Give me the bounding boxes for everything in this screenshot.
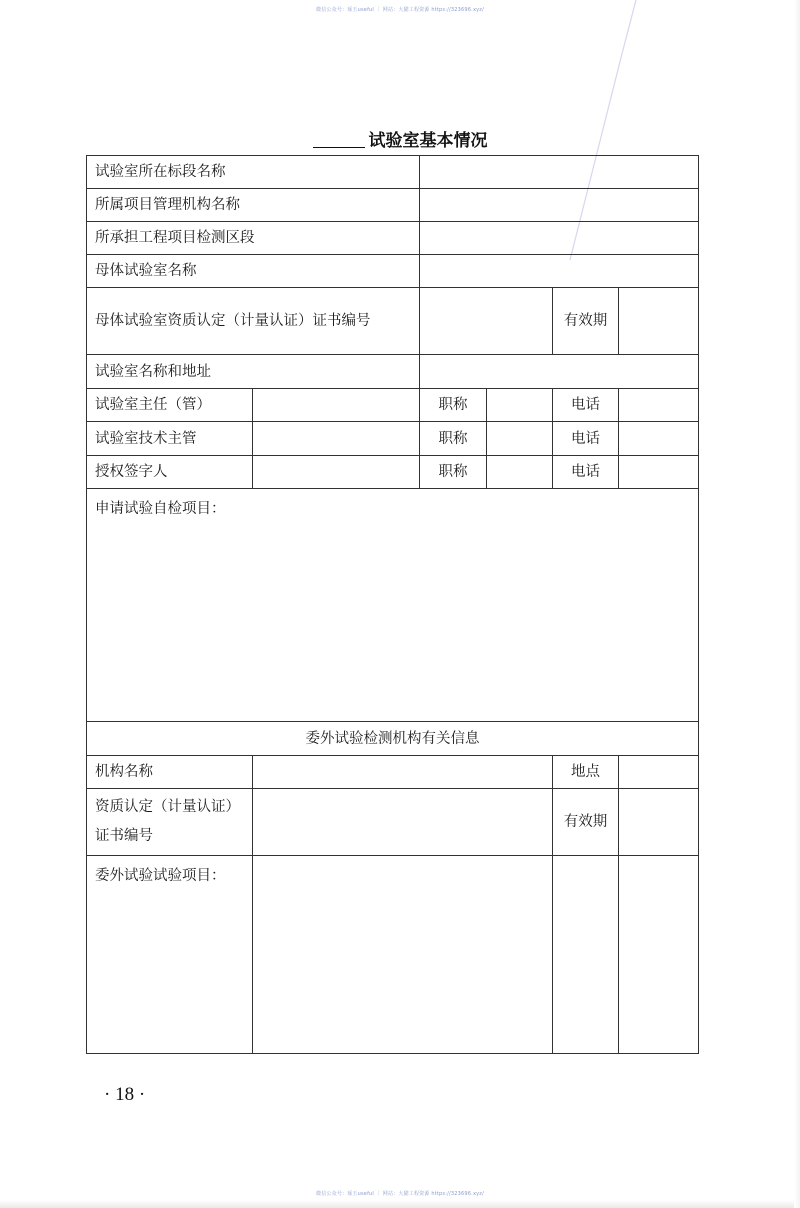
row-test-section bbox=[87, 222, 699, 255]
scan-right-edge bbox=[794, 0, 800, 1208]
section-name-field[interactable] bbox=[420, 156, 699, 189]
tech-supervisor-phone-field[interactable] bbox=[619, 422, 699, 456]
row-parent-cert bbox=[87, 288, 699, 355]
row-parent-lab bbox=[87, 255, 699, 288]
org-location-field[interactable] bbox=[619, 756, 699, 789]
self-test-items-area[interactable] bbox=[87, 489, 699, 722]
lab-director-title-label: 职称 bbox=[420, 389, 487, 422]
scan-edge-shadow bbox=[0, 1200, 800, 1208]
parent-cert-validity-field[interactable] bbox=[619, 288, 699, 355]
title-blank-line[interactable] bbox=[313, 133, 365, 148]
page-title bbox=[0, 126, 800, 151]
row-tech-supervisor bbox=[87, 422, 699, 456]
org-cert-validity-label: 有效期 bbox=[553, 789, 619, 856]
org-cert-validity-field[interactable] bbox=[619, 789, 699, 856]
watermark-bottom: 微信公众号：琢玉useful ｜ 网站：大猫工程资源 https://323696.xyz/ bbox=[316, 1191, 484, 1197]
self-test-items-label: 申请试验自检项目： bbox=[95, 501, 226, 517]
tech-supervisor-name-field[interactable] bbox=[253, 422, 420, 456]
mgmt-org-field[interactable] bbox=[420, 189, 699, 222]
lab-info-form-table bbox=[86, 155, 699, 1054]
lab-director-phone-label: 电话 bbox=[553, 389, 619, 422]
watermark-top: 微信公众号：琢玉useful ｜ 网站：大猫工程资源 https://323696.xyz/ bbox=[316, 7, 484, 13]
tech-supervisor-title-field[interactable] bbox=[487, 422, 553, 456]
outsource-items-field[interactable] bbox=[253, 856, 553, 1054]
row-section-name bbox=[87, 156, 699, 189]
org-cert-label: 资质认定（计量认证）证书编号 bbox=[87, 789, 253, 856]
row-self-test-items bbox=[87, 489, 699, 722]
row-org-cert bbox=[87, 789, 699, 856]
org-location-label: 地点 bbox=[553, 756, 619, 789]
row-outsource-header bbox=[87, 722, 699, 756]
outsource-section-header: 委外试验检测机构有关信息 bbox=[87, 722, 699, 756]
row-org-name bbox=[87, 756, 699, 789]
lab-director-name-field[interactable] bbox=[253, 389, 420, 422]
row-lab-name-addr bbox=[87, 355, 699, 389]
outsource-items-label: 委外试验试验项目： bbox=[87, 856, 253, 1054]
mgmt-org-label: 所属项目管理机构名称 bbox=[87, 189, 420, 222]
outsource-items-extra-field-1[interactable] bbox=[553, 856, 619, 1054]
lab-director-label: 试验室主任（管） bbox=[87, 389, 253, 422]
parent-cert-label: 母体试验室资质认定（计量认证）证书编号 bbox=[87, 288, 420, 355]
signatory-name-field[interactable] bbox=[253, 456, 420, 489]
tech-supervisor-phone-label: 电话 bbox=[553, 422, 619, 456]
page-number: · 18 · bbox=[104, 1084, 146, 1105]
signatory-label: 授权签字人 bbox=[87, 456, 253, 489]
section-name-label: 试验室所在标段名称 bbox=[87, 156, 420, 189]
org-name-label: 机构名称 bbox=[87, 756, 253, 789]
title-text: 试验室基本情况 bbox=[368, 131, 488, 151]
row-outsource-items bbox=[87, 856, 699, 1054]
org-cert-field[interactable] bbox=[253, 789, 553, 856]
org-name-field[interactable] bbox=[253, 756, 553, 789]
parent-cert-field[interactable] bbox=[420, 288, 553, 355]
test-section-label: 所承担工程项目检测区段 bbox=[87, 222, 420, 255]
signatory-title-label: 职称 bbox=[420, 456, 487, 489]
test-section-field[interactable] bbox=[420, 222, 699, 255]
lab-name-addr-field[interactable] bbox=[420, 355, 699, 389]
lab-name-addr-label: 试验室名称和地址 bbox=[87, 355, 420, 389]
parent-lab-label: 母体试验室名称 bbox=[87, 255, 420, 288]
parent-cert-validity-label: 有效期 bbox=[553, 288, 619, 355]
signatory-phone-label: 电话 bbox=[553, 456, 619, 489]
signatory-phone-field[interactable] bbox=[619, 456, 699, 489]
parent-lab-field[interactable] bbox=[420, 255, 699, 288]
tech-supervisor-title-label: 职称 bbox=[420, 422, 487, 456]
row-lab-director bbox=[87, 389, 699, 422]
tech-supervisor-label: 试验室技术主管 bbox=[87, 422, 253, 456]
lab-director-title-field[interactable] bbox=[487, 389, 553, 422]
outsource-items-extra-field-2[interactable] bbox=[619, 856, 699, 1054]
row-mgmt-org bbox=[87, 189, 699, 222]
row-authorized-signatory bbox=[87, 456, 699, 489]
signatory-title-field[interactable] bbox=[487, 456, 553, 489]
lab-director-phone-field[interactable] bbox=[619, 389, 699, 422]
